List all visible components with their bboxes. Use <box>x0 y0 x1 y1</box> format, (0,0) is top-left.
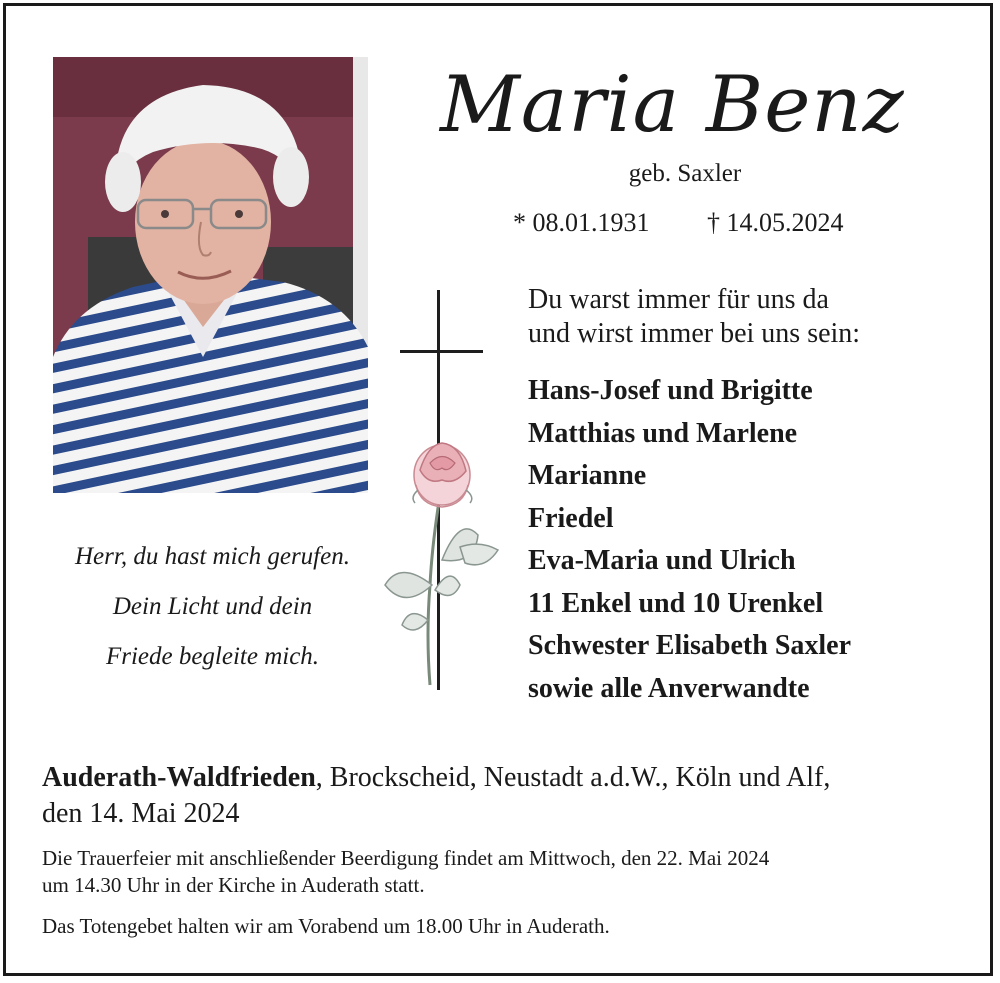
quote-line: Friede begleite mich. <box>105 643 320 670</box>
funeral-info <box>42 845 769 899</box>
mourner-entry: sowie alle Anverwandte <box>528 672 810 704</box>
memorial-verse <box>528 283 860 351</box>
main-place: Auderath-Waldfrieden <box>42 762 316 793</box>
verse-line: und wirst immer bei uns sein: <box>528 318 861 349</box>
places-line <box>42 760 830 796</box>
maiden-name: geb. Saxler <box>628 160 742 187</box>
funeral-info-line: Die Trauerfeier mit anschließender Beerdigung findet am Mittwoch, den 22. Mai 2024 <box>42 846 770 870</box>
funeral-info-line: um 14.30 Uhr in der Kirche in Auderath statt. <box>42 873 425 897</box>
other-places: , Brockscheid, Neustadt a.d.W., Köln und Alf, <box>315 762 831 793</box>
quote-line: Dein Licht und dein <box>112 593 313 620</box>
date-line: den 14. Mai 2024 <box>42 798 240 829</box>
birth-date: * 08.01.1931 <box>513 208 650 237</box>
prayer-info: Das Totengebet halten wir am Vorabend um 18.00 Uhr in Auderath. <box>42 914 610 938</box>
cross-with-rose-icon <box>380 285 505 705</box>
mourner-entry: Schwester Elisabeth Saxler <box>528 630 852 661</box>
mourner-entry: Matthias und Marlene <box>528 417 798 449</box>
mourner-entry: Hans-Josef und Brigitte <box>528 375 813 406</box>
bible-quote <box>30 532 395 682</box>
verse-line: Du warst immer für uns da <box>528 284 829 315</box>
place-and-date <box>42 760 830 832</box>
mourner-entry: Eva-Maria und Ulrich <box>528 545 796 576</box>
mourner-entry: Friedel <box>528 502 614 534</box>
quote-line: Herr, du hast mich gerufen. <box>75 543 350 570</box>
portrait-photo <box>53 57 368 493</box>
mourner-entry: Marianne <box>528 460 647 491</box>
mourner-entry: 11 Enkel und 10 Urenkel <box>528 587 824 619</box>
death-date: † 14.05.2024 <box>707 208 844 237</box>
deceased-name: Maria Benz <box>440 60 905 150</box>
mourners-list <box>528 370 851 710</box>
